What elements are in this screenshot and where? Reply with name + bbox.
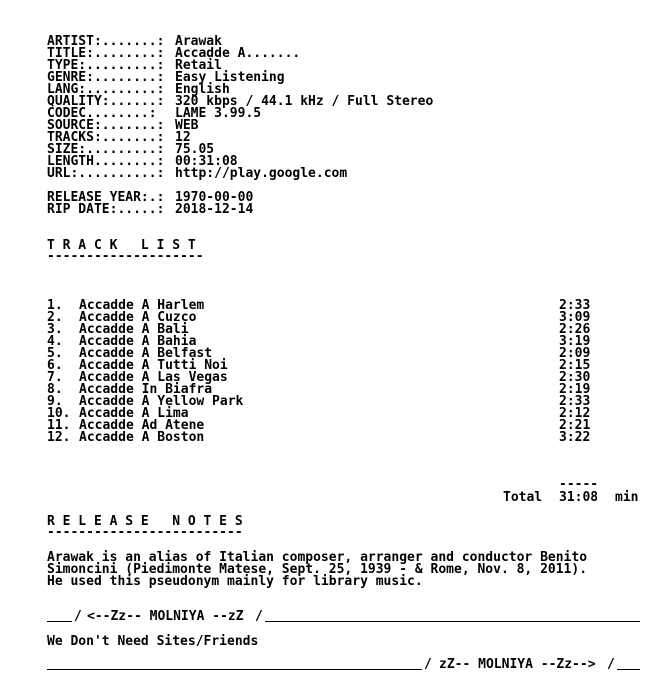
track-title: Accadde A Tutti Noi (79, 358, 228, 373)
track-number: 4. (47, 334, 63, 349)
banner-top-rule-right (265, 621, 640, 622)
track-title: Accadde A Boston (79, 430, 205, 445)
info-value: Arawak (175, 34, 222, 49)
tracklist-heading: T R A C K L I S T (47, 238, 196, 253)
info-label: LENGTH........: (47, 154, 165, 169)
info-label: RIP DATE:.....: (47, 202, 165, 217)
track-title: Accadde A Yellow Park (79, 394, 244, 409)
total-label: Total (503, 490, 543, 505)
info-label: ARTIST:.......: (47, 34, 165, 49)
track-title: Accadde Ad Atene (79, 418, 205, 433)
info-label: QUALITY:......: (47, 94, 165, 109)
info-value: LAME 3.99.5 (175, 106, 262, 121)
info-value: English (175, 82, 230, 97)
banner-top-text: <--Zz-- MOLNIYA --zZ (87, 609, 244, 624)
info-label: SIZE:.........: (47, 142, 165, 157)
total-rule: ----- (559, 477, 599, 492)
track-number: 10. (47, 406, 71, 421)
track-duration: 2:30 (559, 370, 591, 385)
release-notes-line: Arawak is an alias of Italian composer, arranger and conductor Benito (47, 550, 588, 565)
track-duration: 2:33 (559, 394, 591, 409)
info-value: Easy Listening (175, 70, 285, 85)
track-duration: 2:21 (559, 418, 591, 433)
track-duration: 2:33 (559, 298, 591, 313)
track-number: 6. (47, 358, 63, 373)
info-label: RELEASE YEAR:.: (47, 190, 165, 205)
info-label: TITLE:........: (47, 46, 165, 61)
track-title: Accadde In Biafra (79, 382, 213, 397)
banner-top-rule-left (47, 621, 72, 622)
track-title: Accadde A Las Vegas (79, 370, 228, 385)
info-label: URL:..........: (47, 166, 165, 181)
track-number: 5. (47, 346, 63, 361)
track-number: 2. (47, 310, 63, 325)
info-label: LANG:.........: (47, 82, 165, 97)
info-label: TRACKS:.......: (47, 130, 165, 145)
track-number: 1. (47, 298, 63, 313)
track-title: Accadde A Bahia (79, 334, 197, 349)
info-value: 1970-00-00 (175, 190, 254, 205)
track-title: Accadde A Bali (79, 322, 189, 337)
track-duration: 2:12 (559, 406, 591, 421)
track-number: 9. (47, 394, 63, 409)
banner-slash: / (424, 657, 432, 672)
info-label: CODEC........: (47, 106, 157, 121)
info-value: http://play.google.com (175, 166, 348, 181)
info-value: 00:31:08 (175, 154, 238, 169)
banner-slash: / (255, 609, 263, 624)
track-number: 7. (47, 370, 63, 385)
track-duration: 2:26 (559, 322, 591, 337)
track-title: Accadde A Cuzco (79, 310, 197, 325)
banner-bottom-rule-right (617, 669, 640, 670)
banner-bottom-rule-left (47, 669, 422, 670)
info-value: Retail (175, 58, 222, 73)
track-number: 12. (47, 430, 71, 445)
track-duration: 3:09 (559, 310, 591, 325)
track-number: 11. (47, 418, 71, 433)
release-notes-line: He used this pseudonym mainly for library music. (47, 574, 423, 589)
track-duration: 2:09 (559, 346, 591, 361)
track-duration: 2:15 (559, 358, 591, 373)
track-duration: 3:22 (559, 430, 591, 445)
info-label: GENRE:........: (47, 70, 165, 85)
total-value: 31:08 (559, 490, 599, 505)
release-notes-heading: R E L E A S E N O T E S (47, 514, 243, 529)
info-label: TYPE:.........: (47, 58, 165, 73)
info-value: Accadde A....... (175, 46, 301, 61)
track-number: 8. (47, 382, 63, 397)
track-duration: 2:19 (559, 382, 591, 397)
release-notes-line: Simoncini (Piedimonte Matese, Sept. 25, 1939 - & Rome, Nov. 8, 2011). (47, 562, 588, 577)
info-value: WEB (175, 118, 199, 133)
track-title: Accadde A Belfast (79, 346, 213, 361)
track-duration: 3:19 (559, 334, 591, 349)
track-title: Accadde A Harlem (79, 298, 205, 313)
banner-slash: / (74, 609, 82, 624)
tracklist-underline: -------------------- (47, 249, 204, 264)
release-notes-underline: ------------------------- (47, 525, 243, 540)
info-value: 75.05 (175, 142, 215, 157)
total-unit: min (615, 490, 639, 505)
banner-slash: / (607, 657, 615, 672)
tagline: We Don't Need Sites/Friends (47, 634, 259, 649)
info-label: SOURCE:.......: (47, 118, 165, 133)
info-value: 320 kbps / 44.1 kHz / Full Stereo (175, 94, 434, 109)
track-title: Accadde A Lima (79, 406, 189, 421)
banner-bottom-text: zZ-- MOLNIYA --Zz--> (439, 657, 596, 672)
track-number: 3. (47, 322, 63, 337)
info-value: 12 (175, 130, 191, 145)
info-value: 2018-12-14 (175, 202, 254, 217)
